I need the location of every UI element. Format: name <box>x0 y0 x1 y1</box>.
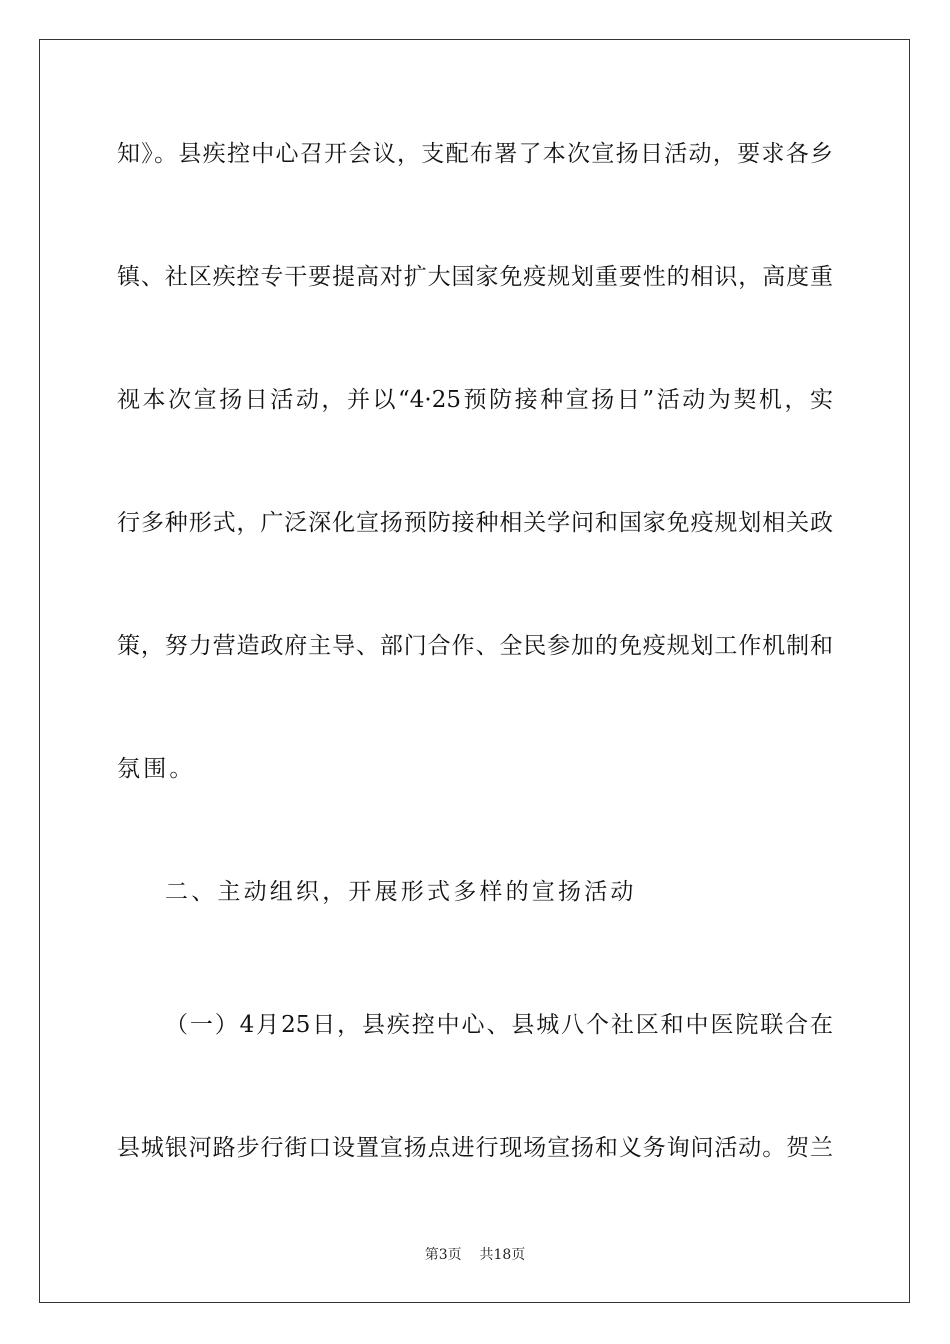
page-number-footer: 第3页 共18页 <box>424 1247 526 1263</box>
body-line-8: （一）4月25日，县疾控中心、县城八个社区和中医院联合在 <box>165 1012 833 1038</box>
section-heading: 二、主动组织，开展形式多样的宣扬活动 <box>165 879 637 905</box>
body-line-4: 行多种形式，广泛深化宣扬预防接种相关学问和国家免疫规划相关政 <box>117 510 833 536</box>
body-line-1: 知》。县疾控中心召开会议，支配布署了本次宣扬日活动，要求各乡 <box>117 141 833 167</box>
body-line-5: 策，努力营造政府主导、部门合作、全民参加的免疫规划工作机制和 <box>117 633 833 659</box>
page-border <box>39 39 910 1303</box>
body-line-3: 视本次宣扬日活动，并以“4·25预防接种宣扬日”活动为契机，实 <box>117 387 833 413</box>
body-line-2: 镇、社区疾控专干要提高对扩大国家免疫规划重要性的相识，高度重 <box>117 264 833 290</box>
body-line-9: 县城银河路步行街口设置宣扬点进行现场宣扬和义务询问活动。贺兰 <box>117 1135 833 1161</box>
body-line-6: 氛围。 <box>117 756 196 782</box>
